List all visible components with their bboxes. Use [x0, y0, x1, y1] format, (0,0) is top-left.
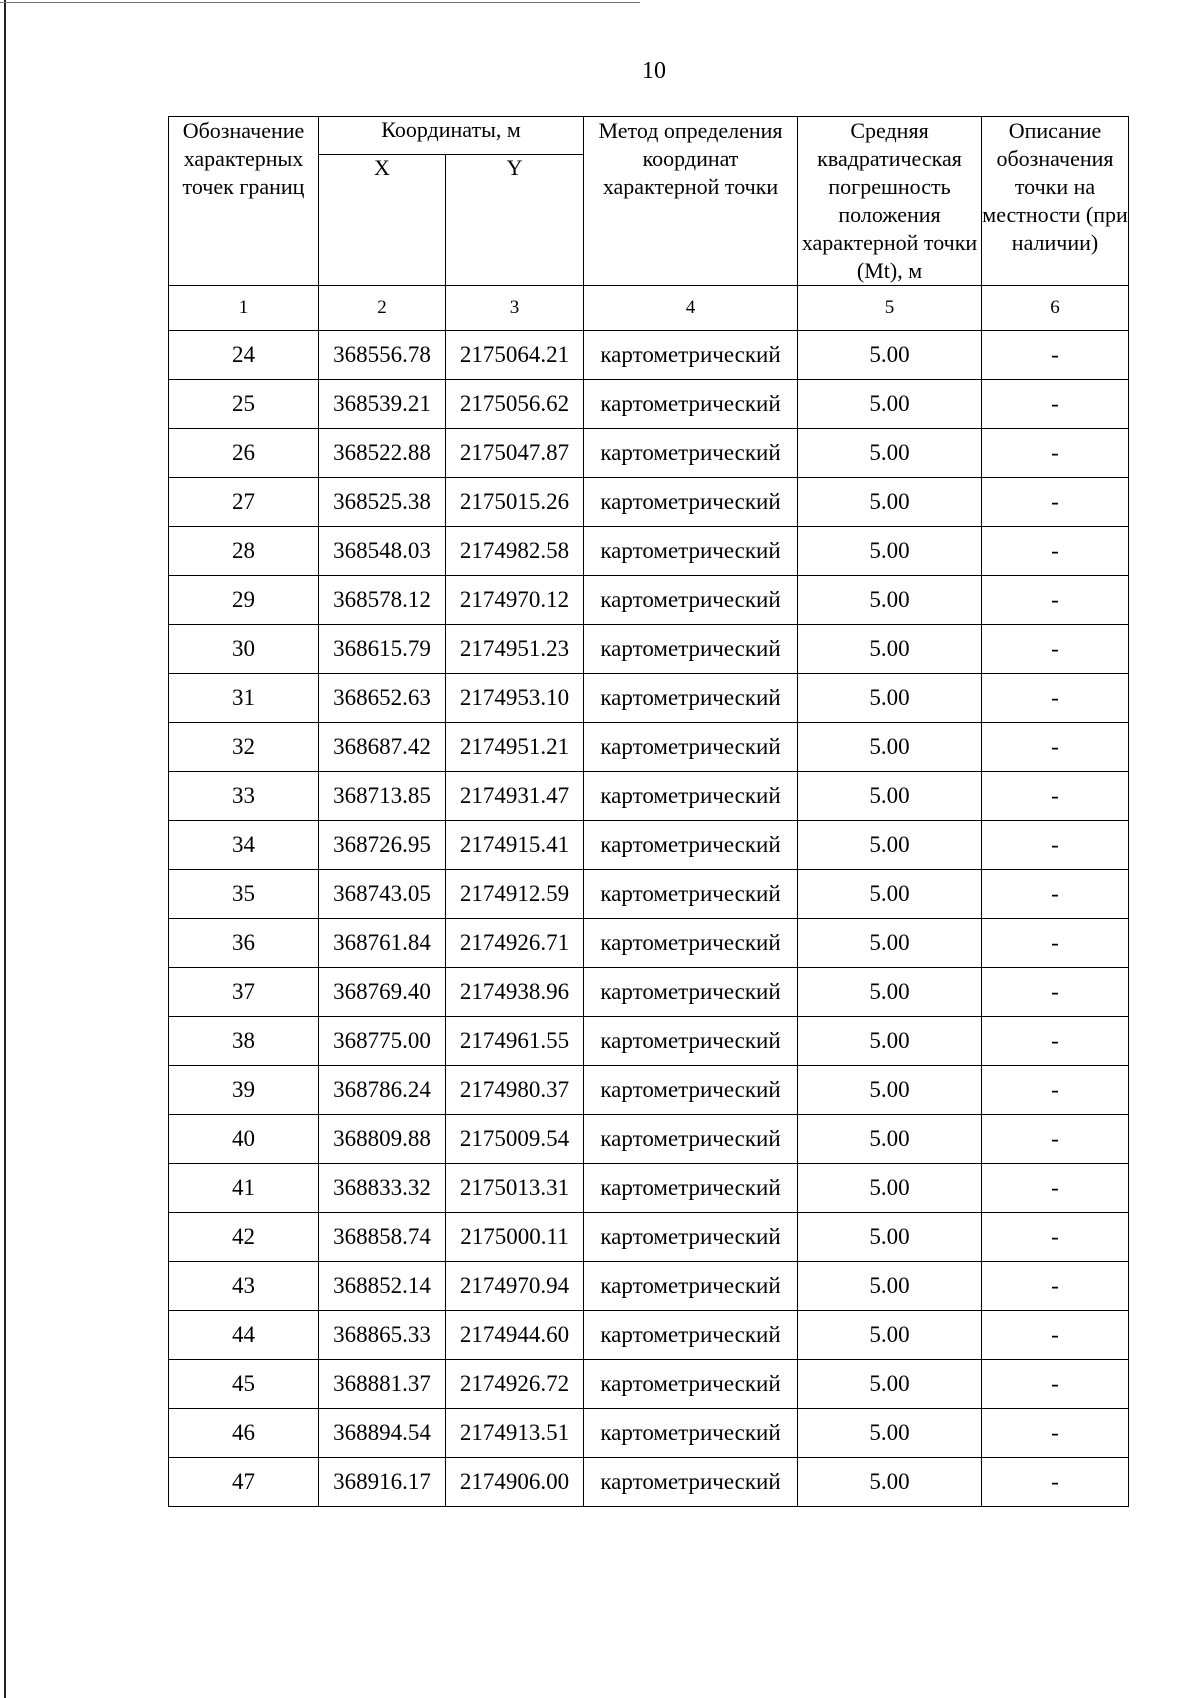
x-cell: 368615.79	[319, 625, 446, 674]
x-cell: 368881.37	[319, 1360, 446, 1409]
y-cell: 2174926.71	[446, 919, 584, 968]
table-row	[169, 576, 1129, 625]
description-cell: -	[982, 576, 1129, 625]
method-cell: картометрический	[584, 674, 798, 723]
table-row	[169, 380, 1129, 429]
column-number: 6	[982, 286, 1129, 331]
column-number: 4	[584, 286, 798, 331]
point-cell: 38	[169, 1017, 319, 1066]
description-cell: -	[982, 527, 1129, 576]
description-cell: -	[982, 625, 1129, 674]
table-row	[169, 772, 1129, 821]
table-row	[169, 331, 1129, 380]
y-cell: 2174931.47	[446, 772, 584, 821]
x-cell: 368786.24	[319, 1066, 446, 1115]
description-cell: -	[982, 968, 1129, 1017]
x-cell: 368916.17	[319, 1458, 446, 1507]
point-cell: 42	[169, 1213, 319, 1262]
y-cell: 2175047.87	[446, 429, 584, 478]
table-row	[169, 478, 1129, 527]
error-cell: 5.00	[798, 1360, 982, 1409]
column-number: 1	[169, 286, 319, 331]
table-row	[169, 1066, 1129, 1115]
point-cell: 31	[169, 674, 319, 723]
table-row	[169, 1262, 1129, 1311]
y-cell: 2174906.00	[446, 1458, 584, 1507]
error-cell: 5.00	[798, 1017, 982, 1066]
header-method: Метод определения координат характерной точки	[584, 117, 798, 286]
y-cell: 2175015.26	[446, 478, 584, 527]
y-cell: 2174915.41	[446, 821, 584, 870]
description-cell: -	[982, 1213, 1129, 1262]
error-cell: 5.00	[798, 1164, 982, 1213]
method-cell: картометрический	[584, 1164, 798, 1213]
table-row	[169, 968, 1129, 1017]
header-description: Описание обозначения точки на местности (при наличии)	[982, 117, 1129, 286]
point-cell: 26	[169, 429, 319, 478]
y-cell: 2174953.10	[446, 674, 584, 723]
error-cell: 5.00	[798, 1115, 982, 1164]
table-row	[169, 1409, 1129, 1458]
point-cell: 43	[169, 1262, 319, 1311]
description-cell: -	[982, 331, 1129, 380]
description-cell: -	[982, 478, 1129, 527]
table-row	[169, 1311, 1129, 1360]
method-cell: картометрический	[584, 576, 798, 625]
method-cell: картометрический	[584, 919, 798, 968]
error-cell: 5.00	[798, 429, 982, 478]
point-cell: 25	[169, 380, 319, 429]
header-x: X	[319, 154, 446, 285]
point-cell: 27	[169, 478, 319, 527]
method-cell: картометрический	[584, 1311, 798, 1360]
header-coordinates: Координаты, м	[319, 117, 584, 155]
table-body	[169, 331, 1129, 1507]
error-cell: 5.00	[798, 1262, 982, 1311]
x-cell: 368652.63	[319, 674, 446, 723]
point-cell: 47	[169, 1458, 319, 1507]
description-cell: -	[982, 772, 1129, 821]
table-row	[169, 821, 1129, 870]
table-row	[169, 1164, 1129, 1213]
x-cell: 368809.88	[319, 1115, 446, 1164]
description-cell: -	[982, 1164, 1129, 1213]
error-cell: 5.00	[798, 527, 982, 576]
table-row	[169, 919, 1129, 968]
method-cell: картометрический	[584, 1262, 798, 1311]
point-cell: 30	[169, 625, 319, 674]
method-cell: картометрический	[584, 723, 798, 772]
method-cell: картометрический	[584, 1458, 798, 1507]
error-cell: 5.00	[798, 331, 982, 380]
y-cell: 2175056.62	[446, 380, 584, 429]
error-cell: 5.00	[798, 674, 982, 723]
error-cell: 5.00	[798, 968, 982, 1017]
method-cell: картометрический	[584, 821, 798, 870]
error-cell: 5.00	[798, 723, 982, 772]
point-cell: 24	[169, 331, 319, 380]
y-cell: 2174912.59	[446, 870, 584, 919]
method-cell: картометрический	[584, 429, 798, 478]
x-cell: 368743.05	[319, 870, 446, 919]
y-cell: 2174982.58	[446, 527, 584, 576]
header-y: Y	[446, 154, 584, 285]
table-row	[169, 674, 1129, 723]
description-cell: -	[982, 1066, 1129, 1115]
method-cell: картометрический	[584, 527, 798, 576]
table-row	[169, 1458, 1129, 1507]
point-cell: 46	[169, 1409, 319, 1458]
x-cell: 368687.42	[319, 723, 446, 772]
description-cell: -	[982, 429, 1129, 478]
x-cell: 368522.88	[319, 429, 446, 478]
x-cell: 368769.40	[319, 968, 446, 1017]
y-cell: 2175000.11	[446, 1213, 584, 1262]
table-row	[169, 429, 1129, 478]
table-row	[169, 527, 1129, 576]
point-cell: 41	[169, 1164, 319, 1213]
table-row	[169, 1213, 1129, 1262]
x-cell: 368865.33	[319, 1311, 446, 1360]
x-cell: 368761.84	[319, 919, 446, 968]
column-number: 5	[798, 286, 982, 331]
error-cell: 5.00	[798, 1458, 982, 1507]
table-row	[169, 1115, 1129, 1164]
y-cell: 2174951.21	[446, 723, 584, 772]
description-cell: -	[982, 1360, 1129, 1409]
table-row	[169, 870, 1129, 919]
method-cell: картометрический	[584, 1360, 798, 1409]
description-cell: -	[982, 1311, 1129, 1360]
table-row	[169, 1360, 1129, 1409]
y-cell: 2174913.51	[446, 1409, 584, 1458]
x-cell: 368548.03	[319, 527, 446, 576]
point-cell: 32	[169, 723, 319, 772]
description-cell: -	[982, 1409, 1129, 1458]
method-cell: картометрический	[584, 1017, 798, 1066]
error-cell: 5.00	[798, 1213, 982, 1262]
point-cell: 37	[169, 968, 319, 1017]
point-cell: 40	[169, 1115, 319, 1164]
y-cell: 2174980.37	[446, 1066, 584, 1115]
table-row	[169, 723, 1129, 772]
method-cell: картометрический	[584, 478, 798, 527]
method-cell: картометрический	[584, 1066, 798, 1115]
error-cell: 5.00	[798, 576, 982, 625]
method-cell: картометрический	[584, 1409, 798, 1458]
error-cell: 5.00	[798, 919, 982, 968]
method-cell: картометрический	[584, 625, 798, 674]
error-cell: 5.00	[798, 1409, 982, 1458]
y-cell: 2174926.72	[446, 1360, 584, 1409]
table-row	[169, 625, 1129, 674]
y-cell: 2174970.12	[446, 576, 584, 625]
point-cell: 36	[169, 919, 319, 968]
y-cell: 2174951.23	[446, 625, 584, 674]
point-cell: 29	[169, 576, 319, 625]
x-cell: 368833.32	[319, 1164, 446, 1213]
header-point: Обозначение характерных точек границ	[169, 117, 319, 286]
x-cell: 368894.54	[319, 1409, 446, 1458]
y-cell: 2175013.31	[446, 1164, 584, 1213]
y-cell: 2175064.21	[446, 331, 584, 380]
error-cell: 5.00	[798, 772, 982, 821]
header-error: Средняя квадратическая погрешность положения характерной точки (Mt), м	[798, 117, 982, 286]
y-cell: 2174970.94	[446, 1262, 584, 1311]
description-cell: -	[982, 1115, 1129, 1164]
method-cell: картометрический	[584, 331, 798, 380]
method-cell: картометрический	[584, 1115, 798, 1164]
description-cell: -	[982, 1262, 1129, 1311]
x-cell: 368556.78	[319, 331, 446, 380]
description-cell: -	[982, 919, 1129, 968]
column-number: 2	[319, 286, 446, 331]
error-cell: 5.00	[798, 478, 982, 527]
description-cell: -	[982, 380, 1129, 429]
page-number: 10	[642, 58, 666, 84]
point-cell: 28	[169, 527, 319, 576]
description-cell: -	[982, 870, 1129, 919]
x-cell: 368578.12	[319, 576, 446, 625]
y-cell: 2175009.54	[446, 1115, 584, 1164]
error-cell: 5.00	[798, 821, 982, 870]
x-cell: 368539.21	[319, 380, 446, 429]
point-cell: 39	[169, 1066, 319, 1115]
y-cell: 2174944.60	[446, 1311, 584, 1360]
description-cell: -	[982, 1017, 1129, 1066]
error-cell: 5.00	[798, 380, 982, 429]
error-cell: 5.00	[798, 625, 982, 674]
x-cell: 368713.85	[319, 772, 446, 821]
y-cell: 2174938.96	[446, 968, 584, 1017]
point-cell: 33	[169, 772, 319, 821]
coordinates-table	[168, 116, 1129, 1507]
scan-edge	[4, 0, 6, 1698]
x-cell: 368525.38	[319, 478, 446, 527]
method-cell: картометрический	[584, 772, 798, 821]
column-number: 3	[446, 286, 584, 331]
error-cell: 5.00	[798, 870, 982, 919]
method-cell: картометрический	[584, 870, 798, 919]
x-cell: 368852.14	[319, 1262, 446, 1311]
scan-edge-top	[0, 2, 640, 3]
table-row	[169, 1017, 1129, 1066]
description-cell: -	[982, 723, 1129, 772]
x-cell: 368726.95	[319, 821, 446, 870]
description-cell: -	[982, 1458, 1129, 1507]
error-cell: 5.00	[798, 1311, 982, 1360]
column-number-row	[169, 286, 1129, 331]
y-cell: 2174961.55	[446, 1017, 584, 1066]
point-cell: 35	[169, 870, 319, 919]
method-cell: картометрический	[584, 968, 798, 1017]
point-cell: 45	[169, 1360, 319, 1409]
x-cell: 368858.74	[319, 1213, 446, 1262]
x-cell: 368775.00	[319, 1017, 446, 1066]
point-cell: 44	[169, 1311, 319, 1360]
method-cell: картометрический	[584, 1213, 798, 1262]
description-cell: -	[982, 674, 1129, 723]
error-cell: 5.00	[798, 1066, 982, 1115]
description-cell: -	[982, 821, 1129, 870]
method-cell: картометрический	[584, 380, 798, 429]
point-cell: 34	[169, 821, 319, 870]
